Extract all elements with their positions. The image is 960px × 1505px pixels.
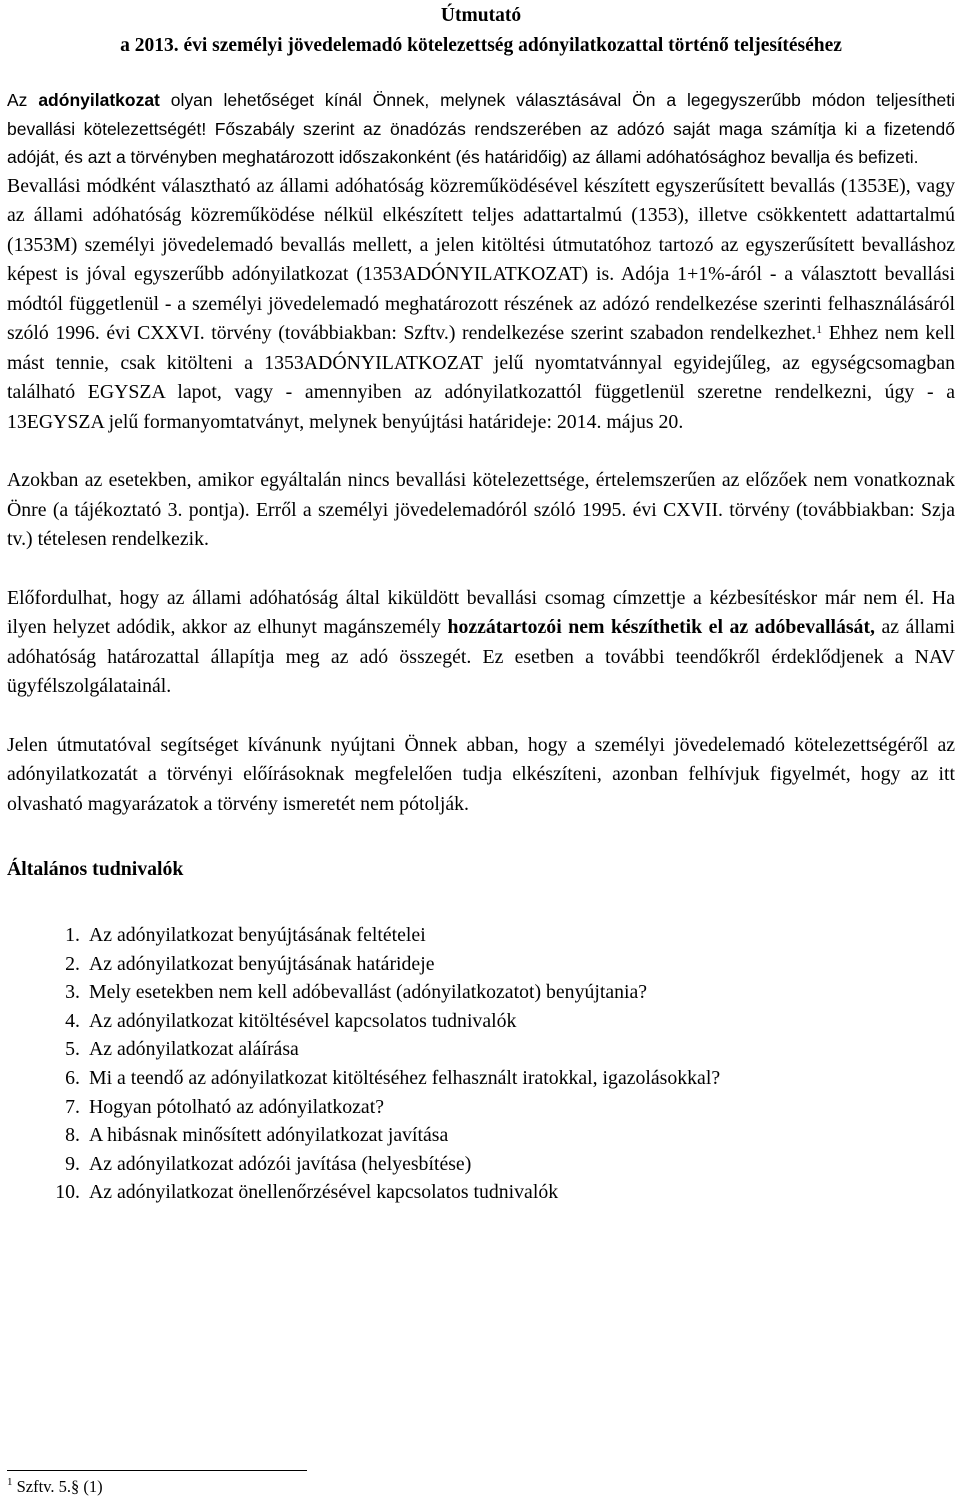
footnote-reference[interactable]: 1: [816, 322, 823, 336]
toc-item[interactable]: [7, 1121, 955, 1150]
toc-item[interactable]: [7, 1150, 955, 1179]
toc-item-number: 3.: [65, 981, 80, 1004]
toc-item-number: 10.: [55, 1181, 80, 1204]
footnote: [7, 1476, 103, 1498]
toc-item-number: 6.: [65, 1066, 80, 1089]
toc-item-number: 7.: [65, 1095, 80, 1118]
toc-item-label: Mely esetekben nem kell adóbevallást (adónyilatkozatot) benyújtania?: [89, 981, 648, 1004]
paragraph-filing-modes-text-end: Ehhez nem kell mást tennie, csak kitölteni a 1353ADÓNYILATKOZAT jelű nyomtatvánnyal egyidejűleg, az egységcsomagban található EGYSZA lapot, vagy - amennyiben az adónyilatkozattól függetlenül szeretne rendelkezni, úgy - a 13EGYSZA jelű formanyomtatványt, melynek benyújtási határideje: 2014. május 20.: [7, 322, 955, 433]
paragraph-deceased: [7, 584, 955, 702]
document-subtitle: a 2013. évi személyi jövedelemadó kötelezettség adónyilatkozattal történő teljesítéséhez: [120, 35, 842, 56]
toc-item-number: 9.: [65, 1152, 80, 1175]
toc-item-number: 2.: [65, 952, 80, 975]
toc-item-number: 8.: [65, 1124, 80, 1147]
toc-item-number: 1.: [65, 924, 80, 946]
intro-text-rest: olyan lehetőséget kínál Önnek, melynek választásával Ön a legegyszerűbb módon teljesítheti bevallási kötelezettségét! Főszabály szerint az önadózás rendszerében az adózó saját maga számítja ki a fizetendő adóját, és azt a törvényben meghatározott időszakonként (és határidőig) az állami adóhatósághoz bevallja és befizeti.: [7, 90, 955, 167]
toc-item[interactable]: [7, 1007, 955, 1036]
toc-item-label: Az adónyilatkozat kitöltésével kapcsolatos tudnivalók: [89, 1009, 517, 1032]
toc-item[interactable]: [7, 978, 955, 1007]
paragraph-filing-modes: [7, 172, 955, 438]
toc-item-label: Az adónyilatkozat adózói javítása (helyesbítése): [89, 1152, 472, 1175]
footnote-text: Szftv. 5.§ (1): [12, 1477, 103, 1496]
toc-item-label: Az adónyilatkozat aláírása: [89, 1038, 299, 1061]
paragraph-filing-modes-text: Bevallási módként választható az állami adóhatóság közreműködésével készített egyszerűsített bevallás (1353E), vagy az állami adóhatóság közreműködése nélkül elkészített teljes adattartalmú (1353), illetve csökkentett adattartalmú (1353M) személyi jövedelemadó bevallás mellett, a jelen kitöltési útmutatóhoz tartozó az egyszerűsített bevalláshoz képest is jóval egyszerűbb adónyilatkozat (1353ADÓNYILATKOZAT) is. Adója 1+1%-áról - a választott bevallási módtól függetlenül - a személyi jövedelemadó meghatározott részének az adózó rendelkezése szerinti felhasználásáról szóló 1996. évi CXXVI. törvény (továbbiakban: Szftv.) rendelkezése szerint szabadon rendelkezhet.: [7, 174, 955, 344]
footnote-marker: 1: [7, 1476, 13, 1488]
toc-item-label: Hogyan pótolható az adónyilatkozat?: [89, 1095, 384, 1118]
toc-item[interactable]: [7, 950, 955, 979]
paragraph-guide-purpose: Jelen útmutatóval segítséget kívánunk nyújtani Önnek abban, hogy a személyi jövedelemadó kötelezettségéről az adónyilatkozatát a törvényi előírásoknak megfelelően tudja elkészíteni, azonban felhívjuk figyelmét, hogy az itt olvasható magyarázatok a törvény ismeretét nem pótolják.: [7, 733, 955, 815]
toc-item-number: 5.: [65, 1038, 80, 1061]
toc-item[interactable]: [7, 1178, 955, 1207]
toc-item[interactable]: [7, 1093, 955, 1122]
document-title: Útmutató: [440, 5, 522, 26]
paragraph-deceased-bold: hozzátartozói nem készíthetik el az adóbevallását,: [447, 616, 875, 638]
table-of-contents: [7, 921, 955, 1207]
toc-item-number: 4.: [65, 1009, 80, 1032]
intro-text-start: Az: [7, 90, 39, 110]
toc-item-label: Az adónyilatkozat benyújtásának feltételei: [89, 924, 426, 946]
toc-item[interactable]: [7, 1035, 955, 1064]
document-page: [7, 0, 955, 1207]
intro-paragraph: [7, 86, 955, 172]
paragraph-no-obligation: Azokban az esetekben, amikor egyáltalán nincs bevallási kötelezettsége, értelemszerűen az előzőek nem vonatkoznak Önre (a tájékoztató 3. pontja). Erről a személyi jövedelemadóról szóló 1995. évi CXVII. törvény (továbbiakban: Szja tv.) tételesen rendelkezik.: [7, 469, 955, 550]
footnote-divider: [7, 1470, 307, 1471]
intro-bold-term: adónyilatkozat: [38, 90, 160, 110]
toc-item-label: Az adónyilatkozat benyújtásának határideje: [89, 952, 435, 975]
toc-item[interactable]: [7, 921, 955, 950]
toc-item-label: Az adónyilatkozat önellenőrzésével kapcsolatos tudnivalók: [89, 1181, 559, 1204]
paragraph-deceased-text-end: az állami adóhatóság határozattal állapítja meg az adó összegét. Ez esetben a további teendőkről érdeklődjenek a NAV ügyfélszolgálatainál.: [7, 616, 955, 697]
paragraph-deceased-text: Előfordulhat, hogy az állami adóhatóság által kiküldött bevallási csomag címzettje a kézbesítéskor már nem él. Ha ilyen helyzet adódik, akkor az elhunyt magánszemély: [7, 586, 955, 638]
toc-item[interactable]: [7, 1064, 955, 1093]
toc-item-label: Mi a teendő az adónyilatkozat kitöltéséhez felhasznált iratokkal, igazolásokkal?: [89, 1066, 721, 1089]
toc-item-label: A hibásnak minősített adónyilatkozat javítása: [89, 1124, 449, 1147]
section-heading: Általános tudnivalók: [7, 858, 184, 880]
